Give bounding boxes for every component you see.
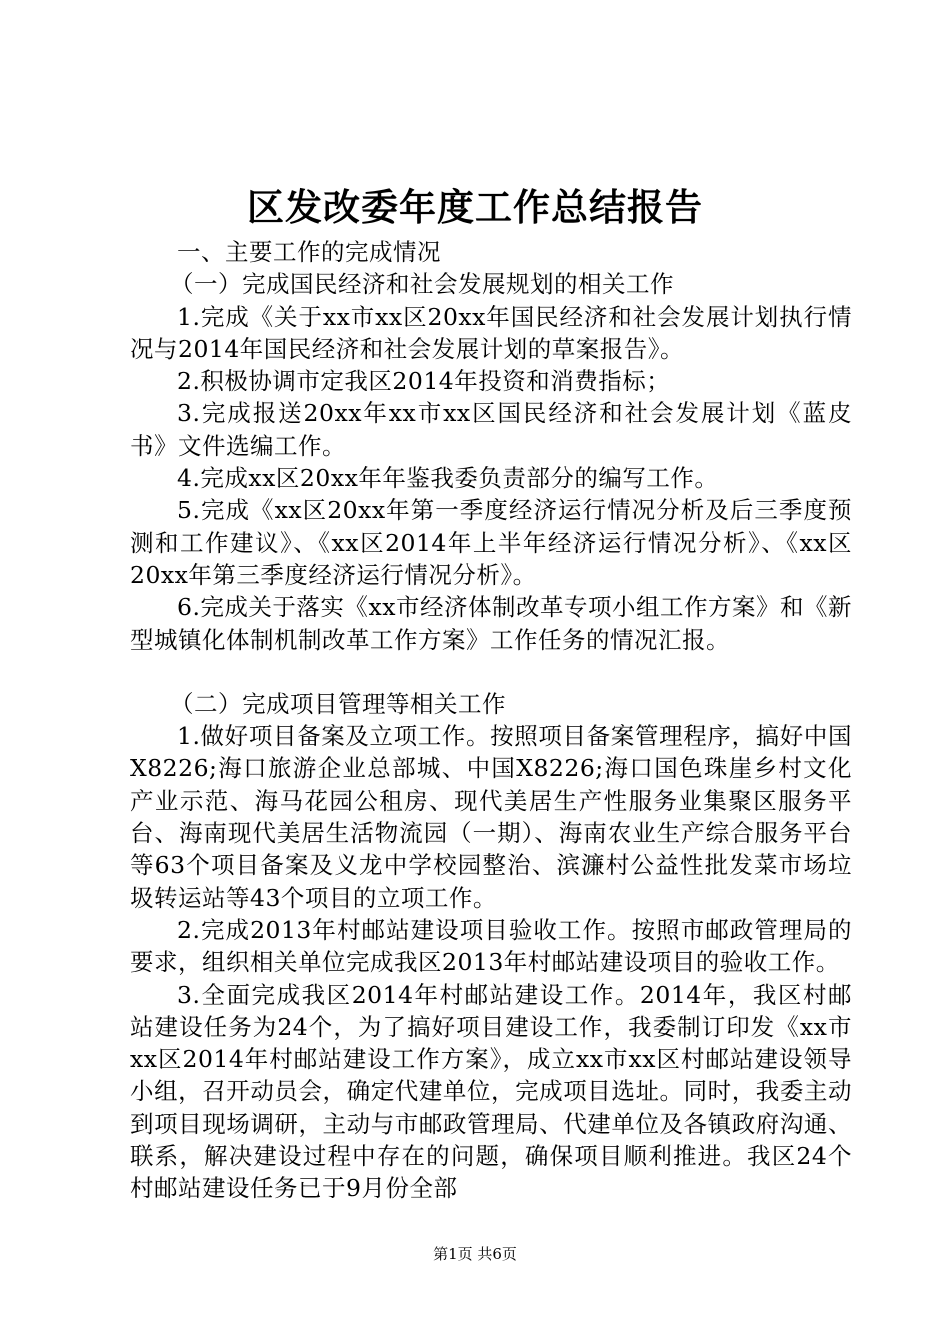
subsection-heading-2: （二）完成项目管理等相关工作	[170, 689, 506, 718]
paragraph-item-2-3: 3.全面完成我区2014年村邮站建设工作。2014年，我区村邮站建设任务为24个，为了搞好项目建设工作，我委制订印发《xx市xx区2014年村邮站建设工作方案》，成立xx市xx区村邮站建设领导小组，召开动员会，确定代建单位，完成项目选址。同时，我委主动到项目现场调研，主动与市邮政管理局、代建单位及各镇政府沟通、联系，解决建设过程中存在的问题，确保项目顺利推进。我区24个村邮站建设任务已于9月份全部	[130, 980, 852, 1203]
paragraph-item-1-2: 2.积极协调市定我区2014年投资和消费指标；	[177, 367, 671, 396]
document-title: 区发改委年度工作总结报告	[247, 185, 703, 229]
paragraph-item-1-1: 1.完成《关于xx市xx区20xx年国民经济和社会发展计划执行情况与2014年国民经济和社会发展计划的草案报告》。	[130, 302, 852, 363]
document-body	[130, 236, 852, 1205]
paragraph-item-1-3: 3.完成报送20xx年xx市xx区国民经济和社会发展计划《蓝皮书》文件选编工作。	[130, 399, 852, 460]
subsection-heading-1: （一）完成国民经济和社会发展规划的相关工作	[170, 270, 674, 299]
page-number-footer: 第1页 共6页	[433, 1245, 517, 1263]
paragraph-item-1-4: 4.完成xx区20xx年年鉴我委负责部分的编写工作。	[177, 464, 719, 493]
paragraph-item-2-2: 2.完成2013年村邮站建设项目验收工作。按照市邮政管理局的要求，组织相关单位完成我区2013年村邮站建设项目的验收工作。	[130, 915, 852, 977]
section-heading-1: 一、主要工作的完成情况	[177, 238, 441, 266]
paragraph-item-1-6: 6.完成关于落实《xx市经济体制改革专项小组工作方案》和《新型城镇化体制机制改革工作方案》工作任务的情况汇报。	[130, 593, 852, 654]
paragraph-item-2-1: 1.做好项目备案及立项工作。按照项目备案管理程序，搞好中国X8226;海口旅游企业总部城、中国X8226;海口国色珠崖乡村文化产业示范、海马花园公租房、现代美居生产性服务业集聚区服务平台、海南现代美居生活物流园（一期）、海南农业生产综合服务平台等63个项目备案及义龙中学校园整治、滨濂村公益性批发菜市场垃圾转运站等43个项目的立项工作。	[130, 722, 852, 912]
paragraph-item-1-5: 5.完成《xx区20xx年第一季度经济运行情况分析及后三季度预测和工作建议》、《xx区2014年上半年经济运行情况分析》、《xx区20xx年第三季度经济运行情况分析》。	[130, 496, 852, 589]
